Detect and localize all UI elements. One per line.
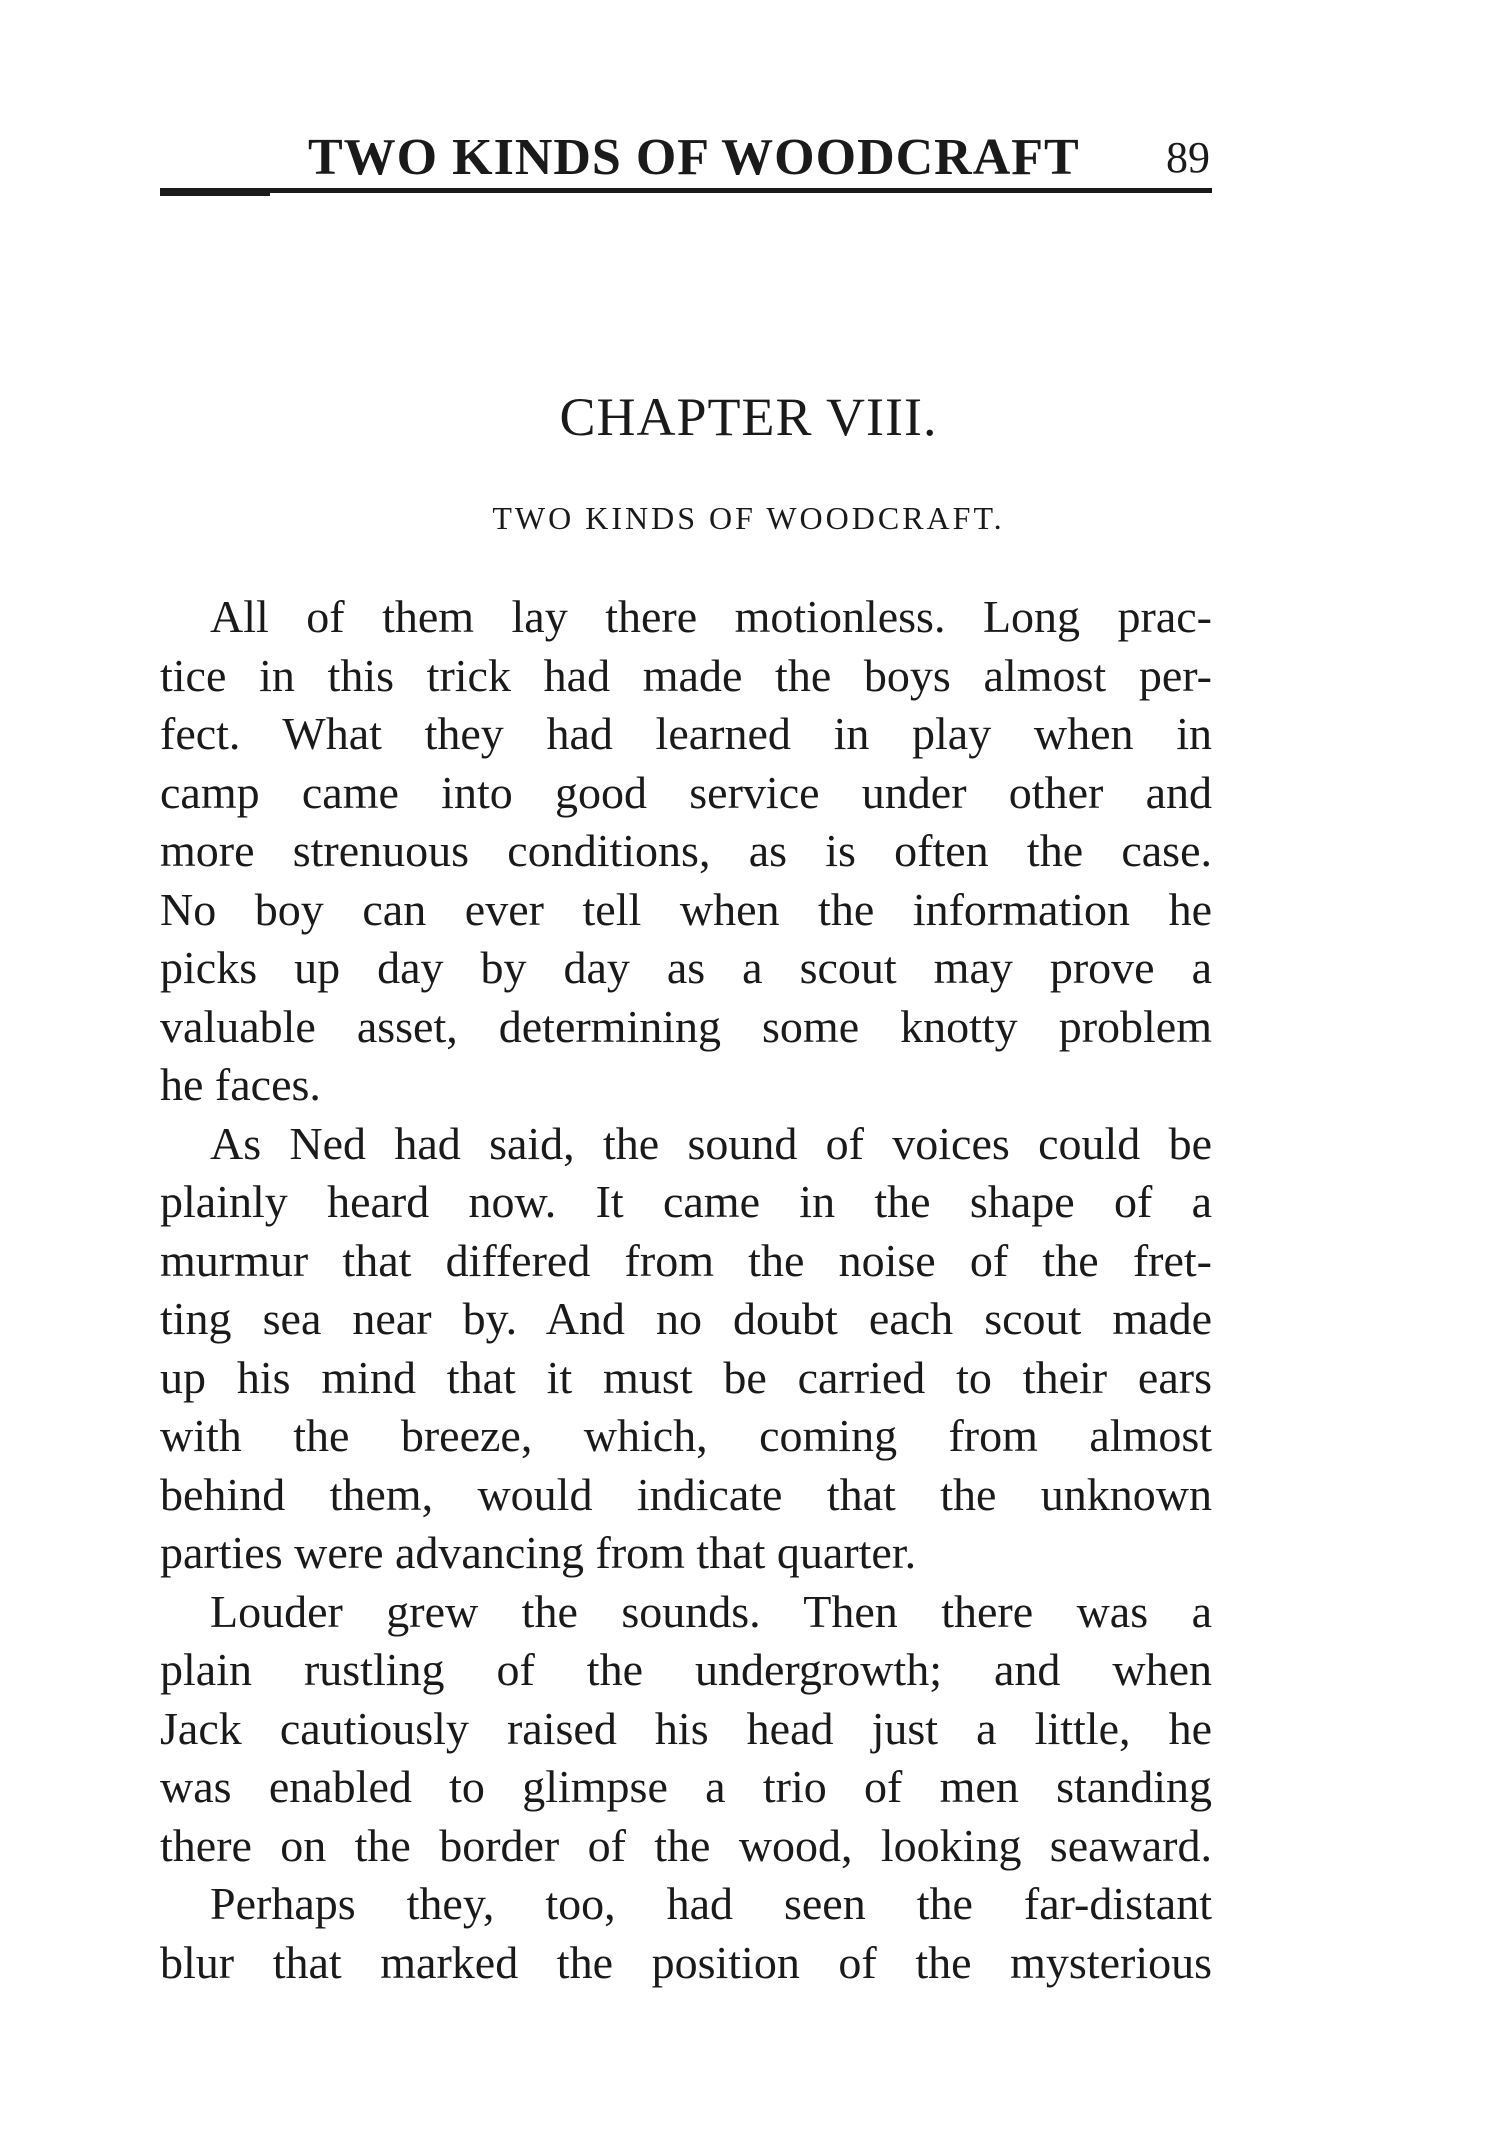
chapter-title: TWO KINDS OF WOODCRAFT. (492, 500, 1005, 536)
text-line: Perhaps they, too, had seen the far-distant (210, 1878, 1212, 1929)
text-line: camp came into good service under other and (160, 766, 1212, 818)
text-line: tice in this trick had made the boys almost per- (160, 649, 1212, 701)
header-rule-accent (160, 192, 270, 196)
text-line: murmur that differed from the noise of the fret- (160, 1234, 1212, 1286)
text-line: blur that marked the position of the mysterious (160, 1936, 1212, 1988)
paragraph (160, 588, 1212, 1115)
text-line: plainly heard now. It came in the shape of a (160, 1176, 1212, 1227)
text-line: As Ned had said, the sound of voices could be (210, 1117, 1212, 1169)
chapter-heading: CHAPTER VIII. (559, 387, 938, 447)
text-line: fect. What they had learned in play when in (160, 708, 1212, 759)
text-line: ting sea near by. And no doubt each scout made (160, 1293, 1212, 1344)
text-line: Louder grew the sounds. Then there was a (210, 1585, 1212, 1637)
body-text (160, 588, 1212, 1992)
text-line: valuable asset, determining some knotty problem (160, 1000, 1212, 1052)
text-line: plain rustling of the undergrowth; and when (160, 1644, 1212, 1695)
text-line: was enabled to glimpse a trio of men standing (160, 1761, 1212, 1812)
paragraph (160, 1583, 1212, 1876)
text-line: he faces. (160, 1059, 321, 1110)
page-number: 89 (1166, 133, 1210, 182)
text-line: Jack cautiously raised his head just a little, he (160, 1702, 1212, 1754)
paragraph (160, 1115, 1212, 1583)
running-head-title: TWO KINDS OF WOODCRAFT (308, 129, 1080, 186)
text-line: up his mind that it must be carried to their ears (160, 1351, 1212, 1403)
text-line: picks up day by day as a scout may prove a (160, 942, 1212, 993)
text-line: behind them, would indicate that the unknown (160, 1468, 1212, 1520)
paragraph (160, 1875, 1212, 1992)
text-line: All of them lay there motionless. Long prac- (210, 591, 1212, 642)
text-line: No boy can ever tell when the information he (160, 883, 1212, 935)
text-line: there on the border of the wood, looking seaward. (160, 1819, 1212, 1871)
text-line: parties were advancing from that quarter. (160, 1527, 917, 1578)
text-line: with the breeze, which, coming from almost (160, 1410, 1212, 1461)
running-head (160, 128, 1210, 188)
text-line: more strenuous conditions, as is often the case. (160, 825, 1212, 876)
header-rule (160, 188, 1212, 193)
